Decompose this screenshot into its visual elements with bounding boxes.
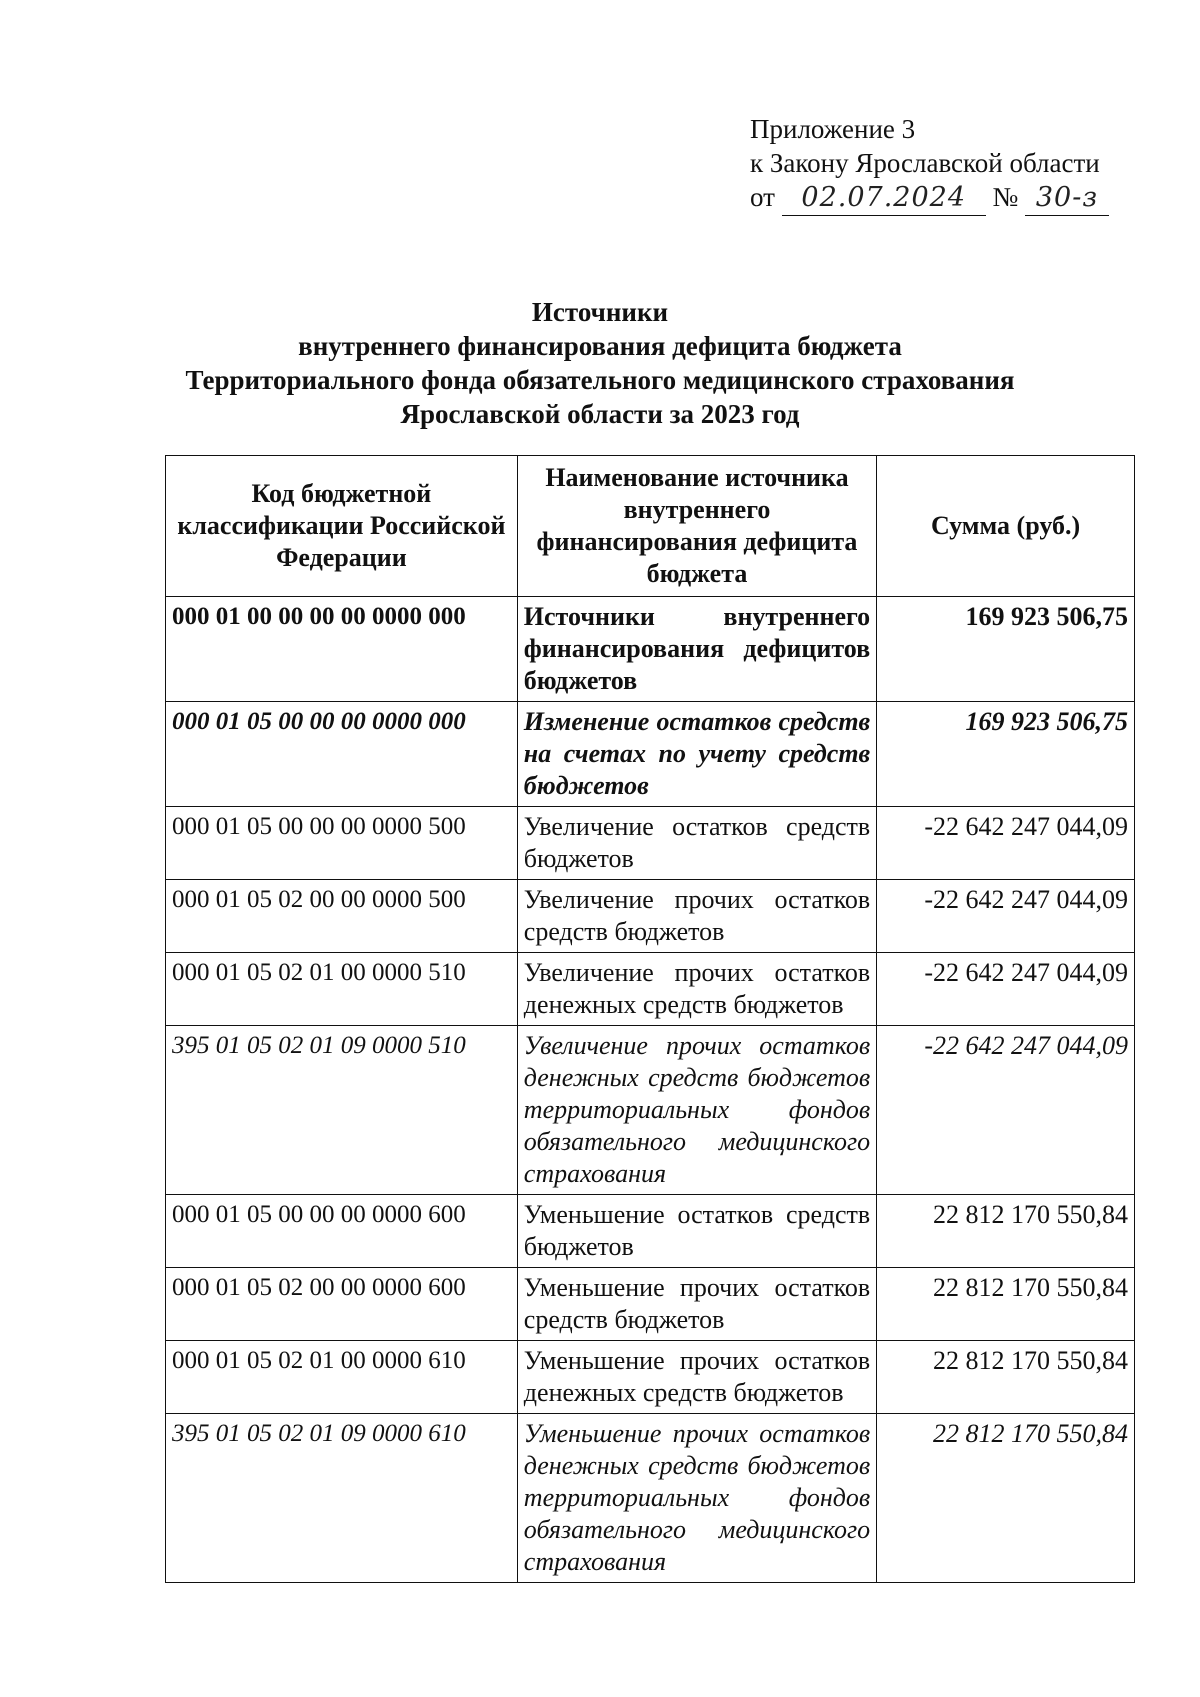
document-title [0,295,1200,431]
row-code: 395 01 05 02 01 09 0000 610 [166,1414,518,1583]
title-line-1: Источники [531,297,669,327]
row-name: Уменьшение прочих остатков денежных средств бюджетов территориальных фондов обязательного медицинского страхования [517,1414,876,1583]
row-sum: -22 642 247 044,09 [877,1026,1135,1195]
row-name: Уменьшение прочих остатков денежных средств бюджетов [517,1341,876,1414]
row-name: Увеличение остатков средств бюджетов [517,807,876,880]
row-name: Уменьшение остатков средств бюджетов [517,1195,876,1268]
row-name: Изменение остатков средств на счетах по учету средств бюджетов [517,702,876,807]
row-code: 000 01 05 02 00 00 0000 500 [166,880,518,953]
table-row [166,597,1135,702]
row-name: Увеличение прочих остатков денежных средств бюджетов территориальных фондов обязательного медицинского страхования [517,1026,876,1195]
table-row [166,1341,1135,1414]
row-sum: -22 642 247 044,09 [877,807,1135,880]
row-sum: 22 812 170 550,84 [877,1414,1135,1583]
handwritten-date: 02.07.2024 [782,181,986,216]
table-row [166,1195,1135,1268]
annex-title: Приложение 3 [750,114,916,144]
table-row [166,702,1135,807]
row-sum: 22 812 170 550,84 [877,1268,1135,1341]
row-sum: -22 642 247 044,09 [877,953,1135,1026]
annex-block [750,112,1109,216]
table-header-row [166,456,1135,597]
number-sign: № [992,182,1019,212]
row-code: 000 01 05 02 00 00 0000 600 [166,1268,518,1341]
row-code: 000 01 00 00 00 00 0000 000 [166,597,518,702]
header-code: Код бюджетной классификации Российской Федерации [166,456,518,597]
handwritten-number: 30-з [1025,181,1109,216]
table-row [166,1026,1135,1195]
row-code: 000 01 05 00 00 00 0000 000 [166,702,518,807]
row-name: Увеличение прочих остатков денежных средств бюджетов [517,953,876,1026]
annex-date-number [750,180,1109,216]
row-code: 000 01 05 00 00 00 0000 500 [166,807,518,880]
table-row [166,1414,1135,1583]
title-line-3: Территориального фонда обязательного медицинского страхования [185,365,1015,395]
financing-sources-table [165,455,1135,1583]
row-sum: 22 812 170 550,84 [877,1341,1135,1414]
row-name: Уменьшение прочих остатков средств бюджетов [517,1268,876,1341]
row-code: 000 01 05 02 01 00 0000 510 [166,953,518,1026]
row-code: 000 01 05 00 00 00 0000 600 [166,1195,518,1268]
header-sum: Сумма (руб.) [877,456,1135,597]
table-row [166,807,1135,880]
header-name: Наименование источника внутреннего финансирования дефицита бюджета [517,456,876,597]
table-row [166,1268,1135,1341]
row-sum: 22 812 170 550,84 [877,1195,1135,1268]
title-line-4: Ярославской области за 2023 год [400,399,800,429]
row-sum: -22 642 247 044,09 [877,880,1135,953]
row-code: 395 01 05 02 01 09 0000 510 [166,1026,518,1195]
table-row [166,953,1135,1026]
annex-law-reference: к Закону Ярославской области [750,148,1100,178]
row-name: Увеличение прочих остатков средств бюджетов [517,880,876,953]
annex-from-prefix: от [750,182,775,212]
row-name: Источники внутреннего финансирования дефицитов бюджетов [517,597,876,702]
row-code: 000 01 05 02 01 00 0000 610 [166,1341,518,1414]
row-sum: 169 923 506,75 [877,702,1135,807]
row-sum: 169 923 506,75 [877,597,1135,702]
title-line-2: внутреннего финансирования дефицита бюджета [298,331,902,361]
table-row [166,880,1135,953]
